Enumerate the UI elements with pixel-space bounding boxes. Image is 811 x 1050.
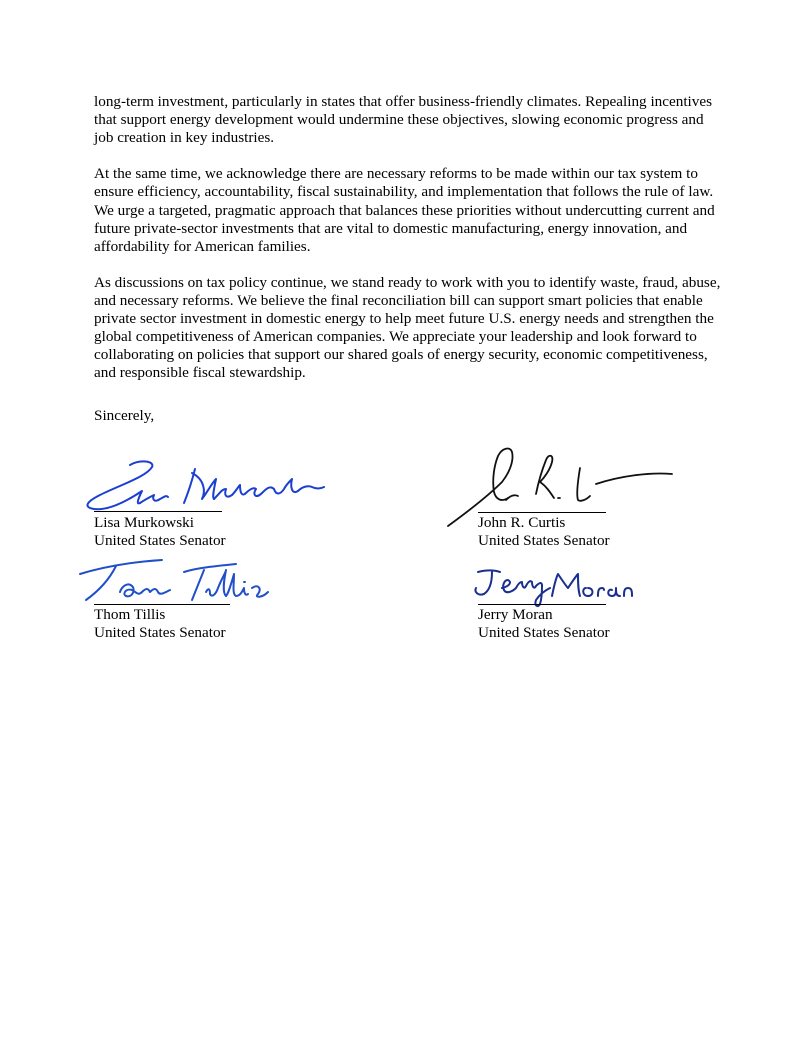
signatory-name: Jerry Moran — [478, 606, 553, 623]
signatory-name: Thom Tillis — [94, 606, 166, 623]
signature-line-moran — [478, 604, 606, 605]
signatory-title: United States Senator — [94, 624, 226, 641]
signature-line-curtis — [478, 512, 606, 513]
paragraph-2: At the same time, we acknowledge there are necessary reforms to be made within our tax system to ensure efficiency, accountability, fiscal sustainability, and implementation that follows the rule of law. We urge a targeted, pragmatic approach that balances these priorities without undercutting current and future private-sector investments that are vital to domestic manufacturing, energy innovation, and affordability for American families. — [94, 165, 715, 255]
signature-murkowski — [80, 455, 330, 515]
signature-line-tillis — [94, 604, 230, 605]
signature-line-murkowski — [94, 511, 222, 512]
signatory-title: United States Senator — [478, 624, 610, 641]
signatory-name: Lisa Murkowski — [94, 514, 194, 531]
paragraph-3: As discussions on tax policy continue, we stand ready to work with you to identify waste, fraud, abuse, and necessary reforms. We believe the final reconciliation bill can support smart policies that enable private sector investment in domestic energy to help meet future U.S. energy needs and strengthen the global competitiveness of American companies. We appreciate your leadership and look forward to collaborating on policies that support our shared goals of energy security, economic competitiveness, and responsible fiscal stewardship. — [94, 273, 721, 382]
signature-tillis — [76, 552, 276, 608]
paragraph-1: long-term investment, particularly in states that offer business-friendly climates. Repealing incentives that support energy development would undermine these objectives, slowing economic progress and job creation in key industries. — [94, 93, 713, 147]
letter-body — [94, 93, 724, 401]
signatory-name: John R. Curtis — [478, 514, 566, 531]
signatory-title: United States Senator — [478, 532, 610, 549]
signatory-title: United States Senator — [94, 532, 226, 549]
closing-salutation: Sincerely, — [94, 407, 155, 424]
